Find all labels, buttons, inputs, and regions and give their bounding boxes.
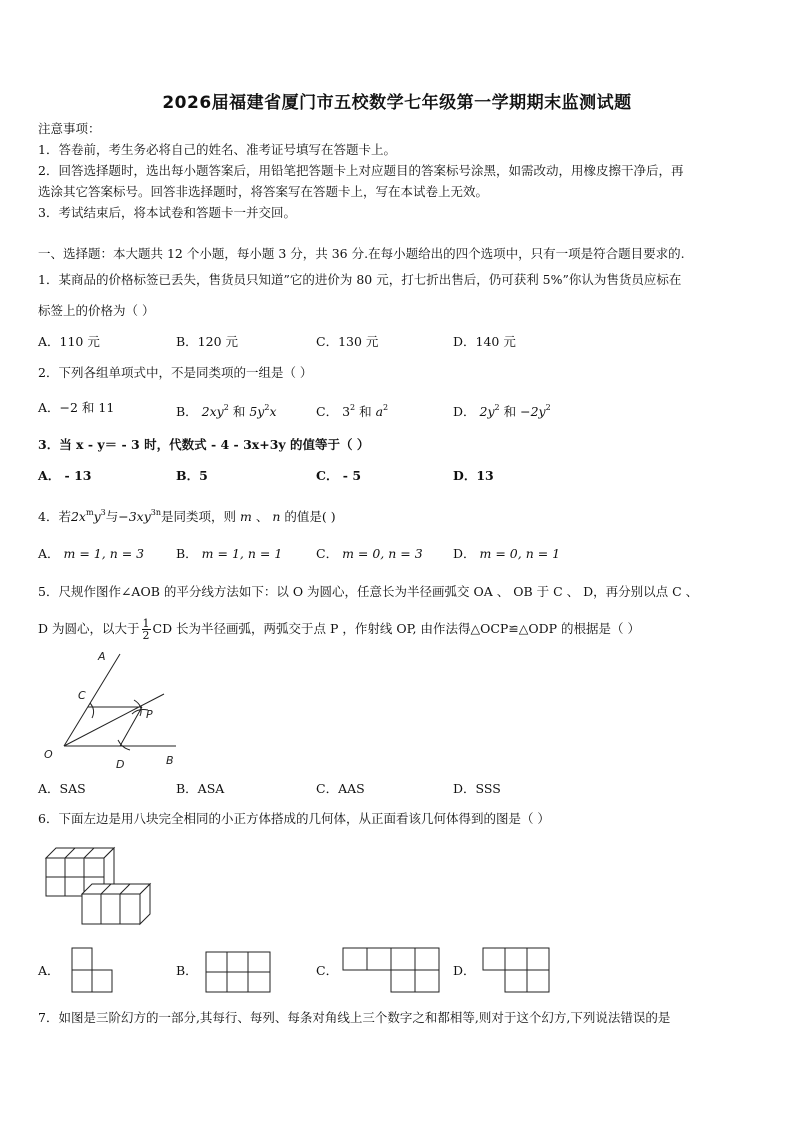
q4-option-c: [316, 545, 423, 563]
section-heading: 一、选择题：本大题共 12 个小题，每小题 3 分，共 36 分.在每小题给出的四个选项中，只有一项是符合题目要求的.: [38, 246, 685, 261]
q4-option-c-label: C．: [316, 546, 339, 561]
q1-option-c: C．130 元: [316, 334, 379, 349]
q6-option-c: C．: [316, 963, 339, 978]
q3-option-d: D．13: [453, 468, 494, 483]
q5-option-c: C．AAS: [316, 781, 365, 796]
q4-option-a-value: m = 1, n = 3: [63, 546, 145, 561]
q4-stem-mid: 与: [105, 509, 119, 524]
q1-stem-line-2: 标签上的价格为（ ）: [38, 303, 155, 318]
fig-label-d: D: [116, 758, 125, 771]
q4-stem-tail: 的值是( ): [284, 509, 336, 524]
q4-option-d-label: D．: [453, 546, 476, 561]
q5-stem-line-2-pre: D 为圆心，以大于: [38, 621, 140, 636]
q5-stem-line-2: [38, 618, 640, 641]
note-3: 3．考试结束后，将本试卷和答题卡一并交回。: [38, 205, 296, 220]
q3-option-c: C． - 5: [316, 468, 362, 483]
q5-stem-line-1: 5．尺规作图作∠AOB 的平分线方法如下：以 O 为圆心，任意长为半径画弧交 OA 、 OB 于 C 、 D，再分别以点 C 、: [38, 584, 699, 599]
q5-option-b: B．ASA: [176, 781, 225, 796]
q7-stem: 7．如图是三阶幻方的一部分,其每行、每列、每条对角线上三个数字之和都相等,则对于这个幻方,下列说法错误的是: [38, 1010, 671, 1025]
fig-label-p: P: [146, 708, 153, 721]
fig-label-a: A: [98, 650, 106, 663]
q4-stem-sep: 、: [255, 509, 269, 524]
q1-stem-line-1: 1．某商品的价格标签已丢失，售货员只知道”它的进价为 80 元，打七折出售后，仍可获利 5%”你认为售货员应标在: [38, 272, 682, 287]
q2-option-d-label: D．: [453, 404, 476, 419]
q6-option-c-figure: [341, 946, 441, 994]
q2-option-c-label: C．: [316, 404, 339, 419]
q5-fraction-numerator: 1: [142, 617, 150, 630]
notes-heading: 注意事项：: [38, 121, 101, 136]
q1-option-d: D．140 元: [453, 334, 516, 349]
q3-option-a: A． - 13: [38, 468, 92, 483]
q6-option-b: B．: [176, 963, 198, 978]
q5-stem-line-2-post: CD 长为半径画弧，两弧交于点 P ，作射线 OP, 由作法得△OCP≌△ODP 的根据是（ ）: [152, 621, 641, 636]
q4-option-d-value: m = 0, n = 1: [479, 546, 561, 561]
note-2-line-1: 2．回答选择题时，选出每小题答案后，用铅笔把答题卡上对应题目的答案标号涂黑，如需改动，用橡皮擦干净后，再: [38, 163, 684, 178]
q3-stem: 3．当 x - y＝ - 3 时，代数式 - 4 - 3x+3y 的值等于（ ）: [38, 437, 370, 452]
q6-cube-solid-figure: [46, 848, 150, 926]
q4-option-d: [453, 545, 560, 563]
q6-option-b-figure: [204, 950, 272, 994]
q4-option-c-value: m = 0, n = 3: [342, 546, 423, 561]
page-title: 2026届福建省厦门市五校数学七年级第一学期期末监测试题: [162, 93, 632, 113]
q5-option-d: D．SSS: [453, 781, 501, 796]
q4-option-a: [38, 545, 144, 563]
q2-stem: 2．下列各组单项式中，不是同类项的一组是（ ）: [38, 365, 313, 380]
q2-option-d: D． $2y^2$ 和 $-2y^2$: [453, 403, 551, 419]
q4-stem-pre: 4．若: [38, 509, 71, 524]
fig-label-b: B: [166, 754, 174, 767]
note-2-line-2: 选涂其它答案标号。回答非选择题时，将答案写在答题卡上，写在本试卷上无效。: [38, 184, 489, 199]
q5-angle-figure: [38, 648, 198, 773]
q6-option-a-figure: [70, 946, 114, 994]
q4-option-b: [176, 545, 282, 563]
q3-option-b: B．5: [176, 468, 208, 483]
q4-option-b-value: m = 1, n = 1: [201, 546, 283, 561]
q5-option-a: A．SAS: [38, 781, 86, 796]
q2-option-d-and: 和: [503, 404, 517, 419]
fig-label-o: O: [44, 748, 53, 761]
q6-option-d: D．: [453, 963, 476, 978]
q2-option-a: A．−2 和 11: [38, 400, 115, 415]
q2-option-c: C． $3^2$ 和 $a^2$: [316, 403, 389, 419]
q1-option-a: A．110 元: [38, 334, 100, 349]
q2-option-b-label: B．: [176, 404, 198, 419]
q2-option-b-and: 和: [232, 404, 246, 419]
q6-option-a: A．: [38, 963, 60, 978]
q1-option-b: B．120 元: [176, 334, 239, 349]
q6-stem: 6．下面左边是用八块完全相同的小正方体搭成的几何体，从正面看该几何体得到的图是（ ）: [38, 811, 550, 826]
q2-option-c-and: 和: [359, 404, 372, 419]
note-1: 1．答卷前，考生务必将自己的姓名、准考证号填写在答题卡上。: [38, 142, 396, 157]
q4-option-b-label: B．: [176, 546, 198, 561]
q6-option-d-figure: [481, 946, 553, 994]
q4-stem-post: 是同类项，则: [161, 509, 237, 524]
fig-label-c: C: [78, 689, 86, 702]
q5-fraction-denominator: 2: [142, 629, 150, 642]
q2-option-b: B． $2xy^2$ 和 $5y^2x$: [176, 403, 277, 419]
q4-option-a-label: A．: [38, 546, 60, 561]
q5-fraction: [142, 618, 151, 641]
q4-stem: 4．若$2x^my^3$与$-3xy^{3n}$是同类项，则 m 、 n 的值是( ): [38, 508, 336, 524]
